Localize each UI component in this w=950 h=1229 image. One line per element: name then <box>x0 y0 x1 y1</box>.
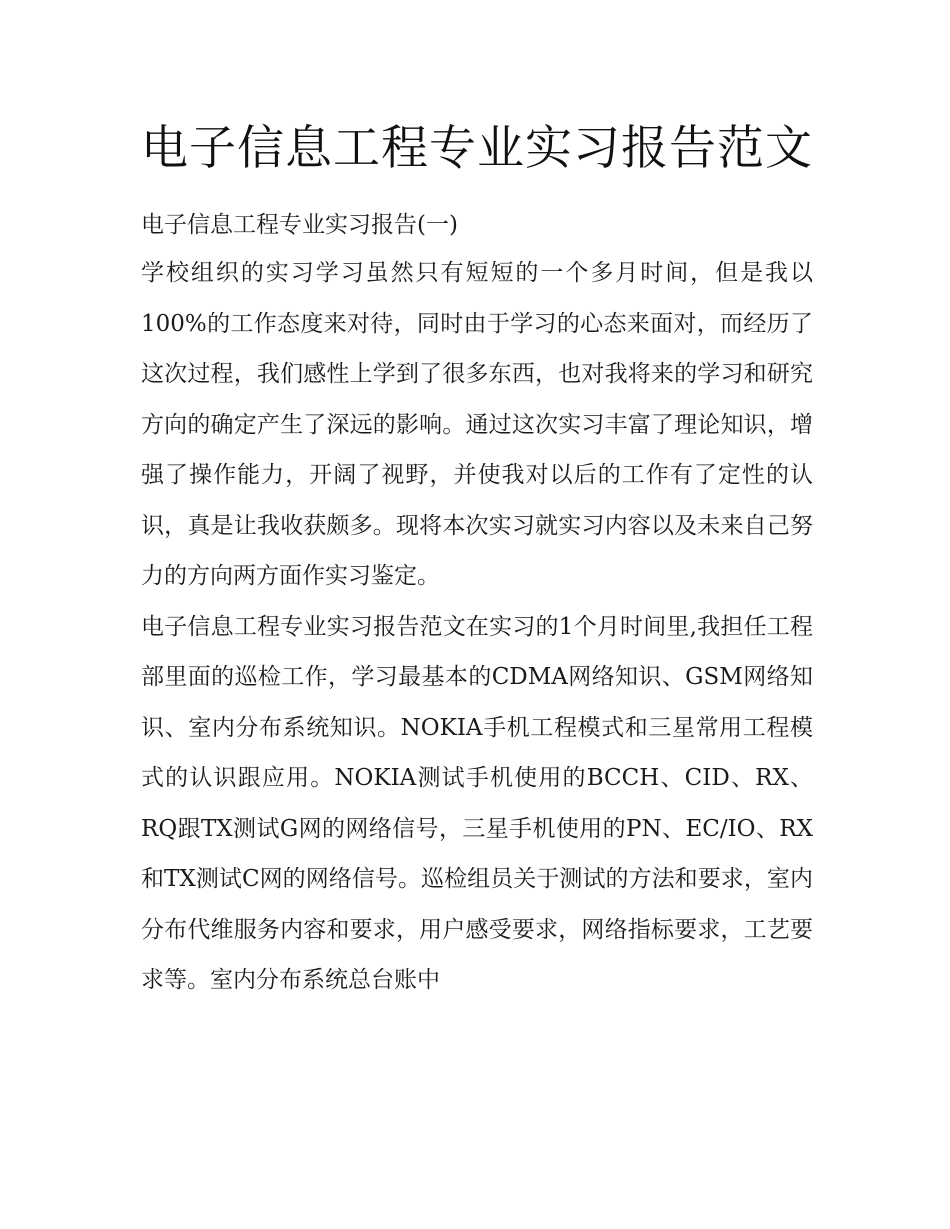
document-body <box>141 112 813 1006</box>
document-title: 电子信息工程专业实习报告范文 <box>141 121 813 176</box>
paragraph-internship-content: 电子信息工程专业实习报告范文在实习的1个月时间里,我担任工程部里面的巡检工作，学习最基本的CDMA网络知识、GSM网络知识、室内分布系统知识。NOKIA手机工程模式和三星常用工程模式的认识跟应用。NOKIA测试手机使用的BCCH、CID、RX、RQ跟TX测试G网的网络信号，三星手机使用的PN、EC/IO、RX和TX测试C网的网络信号。巡检组员关于测试的方法和要求，室内分布代维服务内容和要求，用户感受要求，网络指标要求，工艺要求等。室内分布系统总台账中 <box>141 613 813 993</box>
section-heading: 电子信息工程专业实习报告(一) <box>141 212 458 238</box>
paragraph-intro: 学校组织的实习学习虽然只有短短的一个多月时间，但是我以100%的工作态度来对待，同时由于学习的心态来面对，而经历了这次过程，我们感性上学到了很多东西，也对我将来的学习和研究方向的确定产生了深远的影响。通过这次实习丰富了理论知识，增强了操作能力，开阔了视野，并使我对以后的工作有了定性的认识，真是让我收获颇多。现将本次实习就实习内容以及未来自己努力的方向两方面作实习鉴定。 <box>141 260 813 589</box>
